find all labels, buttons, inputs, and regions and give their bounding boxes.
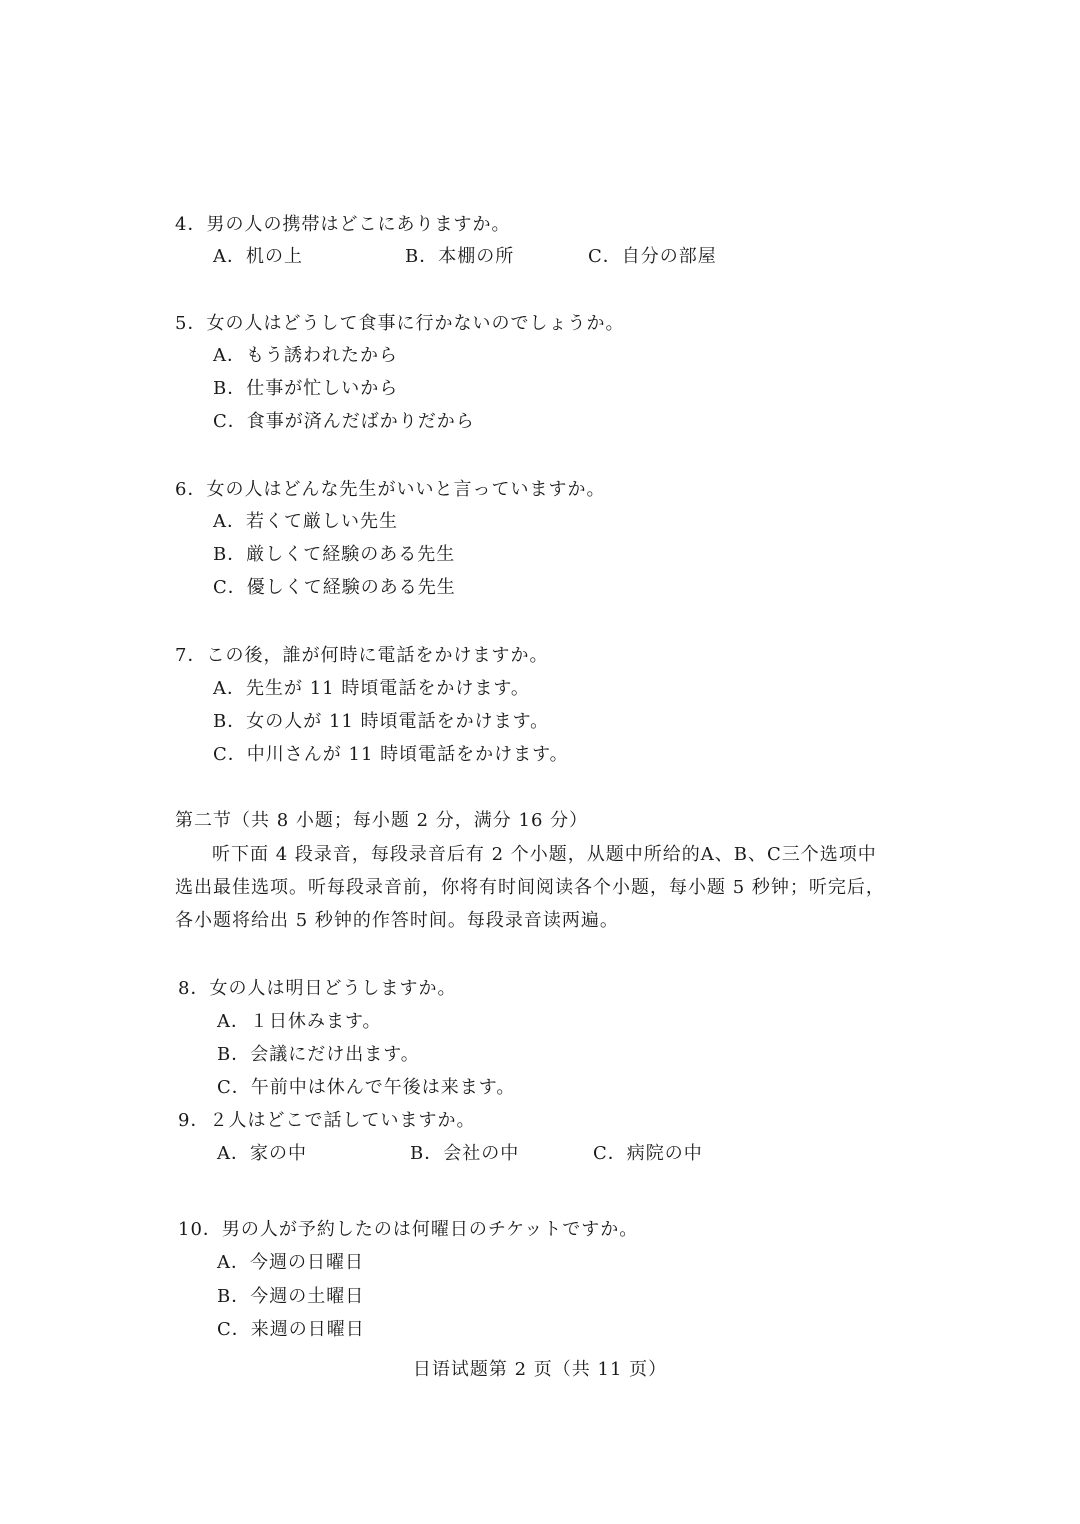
option-b: B．女の人が 11 時頃電話をかけます。 xyxy=(213,711,550,732)
instructions-line: 各小题将给出 5 秒钟的作答时间。每段录音读两遍。 xyxy=(175,910,619,931)
option-b: B．厳しくて経験のある先生 xyxy=(213,544,456,565)
option-c: C．来週の日曜日 xyxy=(217,1319,365,1340)
option-a: A．机の上 xyxy=(213,246,303,267)
option-a: A．若くて厳しい先生 xyxy=(213,511,398,532)
option-c: C．病院の中 xyxy=(593,1143,703,1164)
instructions-line: 听下面 4 段录音，每段录音后有 2 个小题，从题中所给的A、B、C三个选项中 xyxy=(212,844,877,865)
option-a: A．１日休みます。 xyxy=(217,1011,382,1032)
option-c: C．中川さんが 11 時頃電話をかけます。 xyxy=(213,744,569,765)
option-b: B．会社の中 xyxy=(410,1143,520,1164)
question-4: 4．男の人の携帯はどこにありますか。 xyxy=(175,214,511,235)
question-6: 6．女の人はどんな先生がいいと言っていますか。 xyxy=(175,479,606,500)
question-5: 5．女の人はどうして食事に行かないのでしょうか。 xyxy=(175,313,625,334)
option-b: B．本棚の所 xyxy=(405,246,515,267)
option-a: A．今週の日曜日 xyxy=(217,1252,364,1273)
section-heading: 第二节（共 8 小题；每小题 2 分，满分 16 分） xyxy=(175,810,589,831)
option-b: B．今週の土曜日 xyxy=(217,1286,365,1307)
question-8: 8．女の人は明日どうしますか。 xyxy=(178,978,457,999)
option-a: A．もう誘われたから xyxy=(213,345,398,366)
option-a: A．家の中 xyxy=(217,1143,307,1164)
option-c: C．自分の部屋 xyxy=(588,246,717,267)
question-9: 9．２人はどこで話していますか。 xyxy=(178,1110,476,1131)
option-b: B．会議にだけ出ます。 xyxy=(217,1044,420,1065)
option-c: C．優しくて経験のある先生 xyxy=(213,577,456,598)
question-10: 10．男の人が予約したのは何曜日のチケットですか。 xyxy=(178,1219,639,1240)
option-c: C．午前中は休んで午後は来ます。 xyxy=(217,1077,516,1098)
option-b: B．仕事が忙しいから xyxy=(213,378,399,399)
option-c: C．食事が済んだばかりだから xyxy=(213,411,475,432)
question-7: 7．この後，誰が何時に電話をかけますか。 xyxy=(175,645,549,666)
instructions-line: 选出最佳选项。听每段录音前，你将有时间阅读各个小题，每小题 5 秒钟；听完后， xyxy=(175,877,885,898)
option-a: A．先生が 11 時頃電話をかけます。 xyxy=(213,678,530,699)
page-footer: 日语试题第 2 页（共 11 页） xyxy=(412,1359,668,1380)
